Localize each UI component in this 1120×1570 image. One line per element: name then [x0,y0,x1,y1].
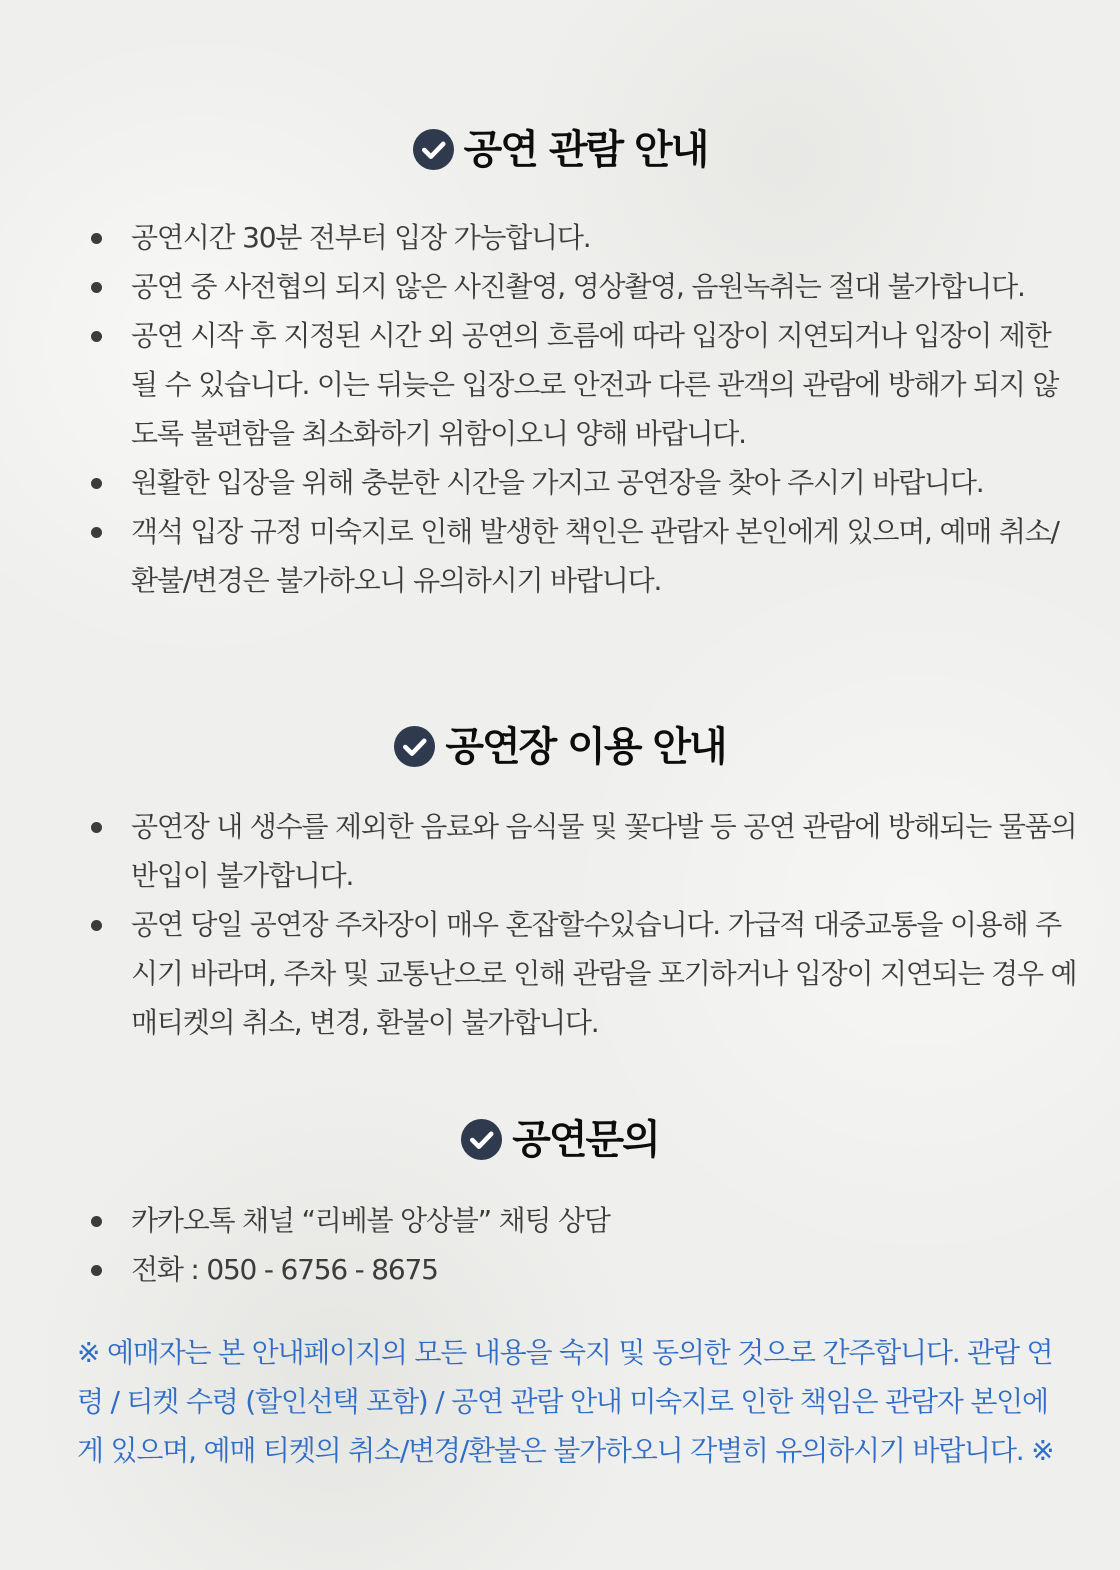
list-item-text: 카카오톡 채널 “리베볼 앙상블” 채팅 상담 [131,1204,610,1237]
bullet-dot [91,527,102,538]
check-circle-icon [461,1119,502,1160]
venue-guide-list [0,802,1081,1047]
inquiry-list [0,1196,1081,1294]
performance-guide-list [0,213,1081,605]
list-item [0,458,1081,507]
list-item-text: 전화 : 050 - 6756 - 8675 [131,1253,438,1286]
list-item-text: 공연 당일 공연장 주차장이 매우 혼잡할수있습니다. 가급적 대중교통을 이용해 주시기 바라며, 주차 및 교통난으로 인해 관람을 포기하거나 입장이 지연되는 경우 예매티켓의 취소, 변경, 환불이 불가합니다. [131,908,1077,1039]
section-title-venue-guide [0,723,1120,770]
bullet-dot [91,233,102,244]
section-title-performance-guide [0,126,1120,173]
bullet-dot [91,1216,102,1227]
list-item-text: 공연 시작 후 지정된 시간 외 공연의 흐름에 따라 입장이 지연되거나 입장이 제한 될 수 있습니다. 이는 뒤늦은 입장으로 안전과 다른 관객의 관람에 방해가 되지 않도록 불편함을 최소화하기 위함이오니 양해 바랍니다. [131,319,1059,450]
bullet-dot [91,920,102,931]
list-item [0,802,1081,900]
list-item-text: 공연장 내 생수를 제외한 음료와 음식물 및 꽃다발 등 공연 관람에 방해되는 물품의 반입이 불가합니다. [131,810,1077,892]
bullet-dot [91,822,102,833]
bullet-dot [91,282,102,293]
list-item [0,1245,1081,1294]
list-item-text: 공연 중 사전협의 되지 않은 사진촬영, 영상촬영, 음원녹취는 절대 불가합니다. [131,270,1025,303]
notice-text: ※ 예매자는 본 안내페이지의 모든 내용을 숙지 및 동의한 것으로 간주합니다. 관람 연령 / 티켓 수령 (할인선택 포함) / 공연 관람 안내 미숙지로 인한 책임은 관람자 본인에게 있으며, 예매 티켓의 취소/변경/환불은 불가하오니 각별히 유의하시기 바랍니다. ※ [77,1336,1054,1467]
list-item [0,213,1081,262]
list-item-text: 공연시간 30분 전부터 입장 가능합니다. [131,221,591,254]
list-item [0,900,1081,1047]
list-item-text: 원활한 입장을 위해 충분한 시간을 가지고 공연장을 찾아 주시기 바랍니다. [131,466,984,499]
list-item [0,1196,1081,1245]
list-item [0,311,1081,458]
check-circle-icon [394,726,435,767]
bullet-dot [91,478,102,489]
section-title-text: 공연 관람 안내 [463,126,708,173]
section-title-inquiry [0,1116,1120,1163]
section-title-text: 공연문의 [512,1116,659,1163]
list-item [0,262,1081,311]
list-item-text: 객석 입장 규정 미숙지로 인해 발생한 책인은 관람자 본인에게 있으며, 예매 취소/환불/변경은 불가하오니 유의하시기 바랍니다. [131,515,1059,597]
bullet-dot [91,1265,102,1276]
check-circle-icon [413,129,454,170]
bullet-dot [91,331,102,342]
section-title-text: 공연장 이용 안내 [445,723,726,770]
list-item [0,507,1081,605]
